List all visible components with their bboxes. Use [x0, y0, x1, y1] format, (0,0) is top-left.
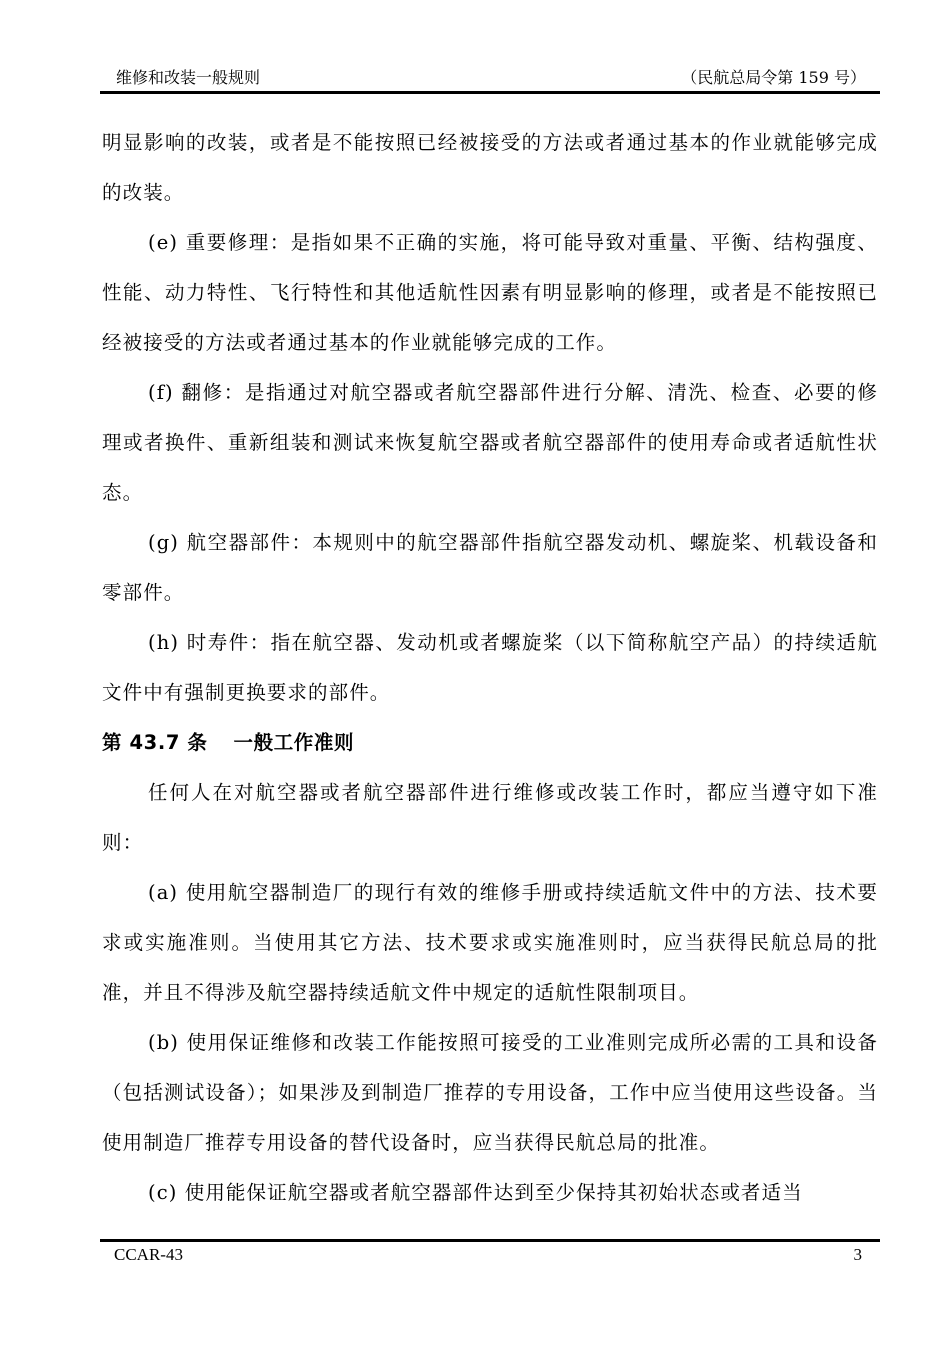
footer-regulation-code: CCAR-43 [114, 1245, 183, 1264]
paragraph-intro: 任何人在对航空器或者航空器部件进行维修或改装工作时，都应当遵守如下准则： [102, 781, 878, 854]
page-footer [100, 1243, 880, 1267]
paragraph-f-overhaul: (f) 翻修：是指通过对航空器或者航空器部件进行分解、清洗、检查、必要的修理或者换件、重新组装和测试来恢复航空器或者航空器部件的使用寿命或者适航性状态。 [102, 381, 878, 504]
paragraph-c-materials: (c) 使用能保证航空器或者航空器部件达到至少保持其初始状态或者适当 [148, 1181, 803, 1204]
paragraph-a-methods: (a) 使用航空器制造厂的现行有效的维修手册或持续适航文件中的方法、技术要求或实施准则。当使用其它方法、技术要求或实施准则时，应当获得民航总局的批准，并且不得涉及航空器持续适航文件中规定的适航性限制项目。 [102, 881, 878, 1004]
page-number: 3 [853, 1245, 862, 1264]
header-decree-number: （民航总局令第 159 号） [681, 68, 866, 87]
header-divider [100, 91, 880, 94]
document-body [102, 118, 878, 1218]
paragraph-b-tools: (b) 使用保证维修和改装工作能按照可接受的工业准则完成所必需的工具和设备（包括测试设备）；如果涉及到制造厂推荐的专用设备，工作中应当使用这些设备。当使用制造厂推荐专用设备的替代设备时，应当获得民航总局的批准。 [102, 1031, 878, 1154]
paragraph-h-life-limited-parts: (h) 时寿件：指在航空器、发动机或者螺旋桨（以下简称航空产品）的持续适航文件中有强制更换要求的部件。 [102, 631, 878, 704]
header-title: 维修和改装一般规则 [116, 68, 261, 87]
paragraph-continuation: 明显影响的改装，或者是不能按照已经被接受的方法或者通过基本的作业就能够完成的改装。 [102, 131, 878, 204]
paragraph-g-aircraft-parts: (g) 航空器部件：本规则中的航空器部件指航空器发动机、螺旋桨、机载设备和零部件。 [102, 531, 878, 604]
section-title: 一般工作准则 [233, 731, 355, 754]
paragraph-e-major-repair: (e) 重要修理：是指如果不正确的实施，将可能导致对重量、平衡、结构强度、性能、动力特性、飞行特性和其他适航性因素有明显影响的修理，或者是不能按照已经被接受的方法或者通过基本的作业就能够完成的工作。 [102, 231, 878, 354]
page-header [100, 66, 880, 90]
footer-divider [100, 1239, 880, 1242]
section-number: 第 43.7 条 [102, 731, 208, 754]
section-heading [102, 718, 878, 768]
